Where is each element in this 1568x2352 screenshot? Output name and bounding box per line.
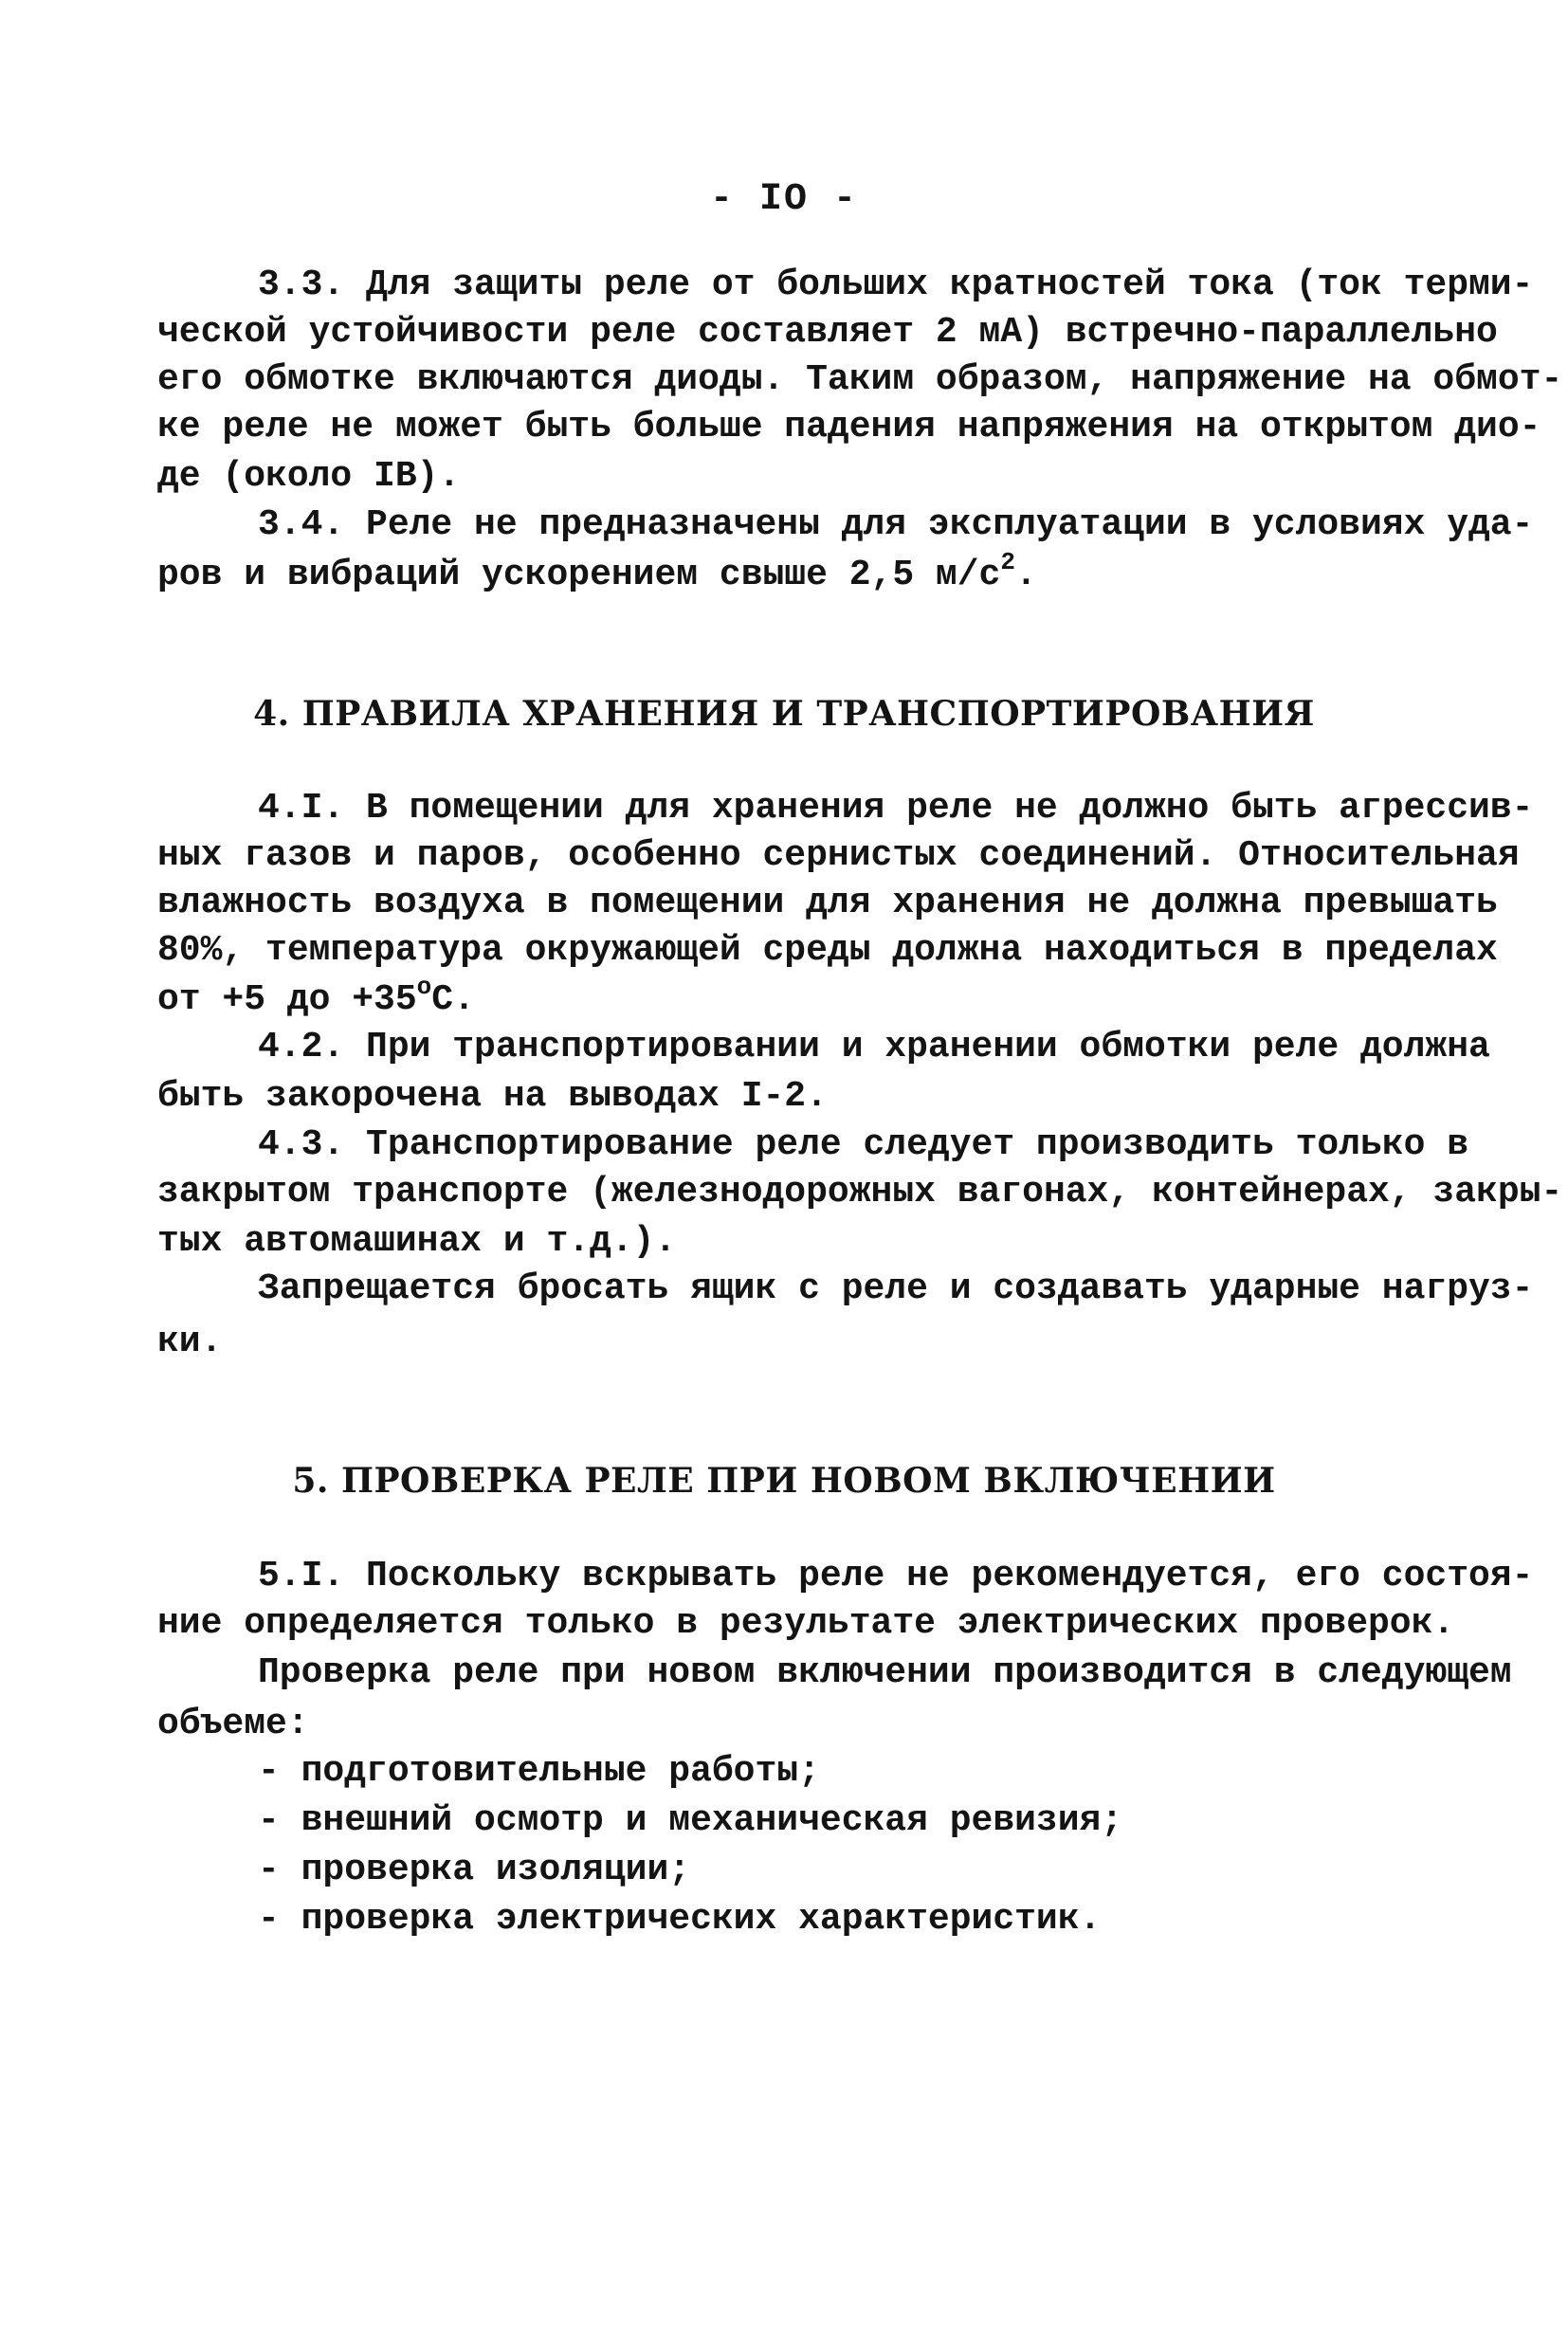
paragraph-4-1-line-1: 4.I. В помещении для хранения реле не должно быть агрессив- [258, 788, 1534, 829]
paragraph-3-3-line-2: ческой устойчивости реле составляет 2 мА) встречно-параллельно [157, 312, 1498, 353]
paragraph-4-3-line-2: закрытом транспорте (железнодорожных вагонах, контейнерах, закры- [157, 1172, 1563, 1212]
degree-superscript: о [416, 973, 432, 1002]
paragraph-3-4-line-2-end: . [1014, 555, 1037, 595]
superscript-two: 2 [1000, 548, 1015, 577]
paragraph-3-3-line-1: 3.3. Для защиты реле от больших кратностей тока (ток терми- [258, 264, 1534, 305]
paragraph-4-3-line-3: тых автомашинах и т.д.). [157, 1221, 677, 1262]
paragraph-3-4-line-2 [157, 548, 1037, 595]
paragraph-4-1-line-3: влажность воздуха в помещении для хранения не должна превышать [157, 883, 1498, 923]
section-5-heading: 5. ПРОВЕРКА РЕЛЕ ПРИ НОВОМ ВКЛЮЧЕНИИ [292, 1461, 1276, 1501]
paragraph-4-1-line-4: 80%, температура окружающей среды должна находиться в пределах [157, 930, 1498, 971]
paragraph-4-1-line-5 [157, 973, 475, 1020]
list-item: - проверка изоляции; [258, 1850, 691, 1890]
paragraph-4-1-line-5-text: от +5 до +35 [157, 979, 417, 1020]
page-number: - IO - [709, 178, 859, 221]
paragraph-4-4-line-2: ки. [157, 1322, 223, 1362]
paragraph-3-3-line-5: де (около IB). [157, 456, 461, 497]
paragraph-4-2-line-1: 4.2. При транспортировании и хранении обмотки реле должна [258, 1027, 1490, 1067]
paragraph-3-4-line-1: 3.4. Реле не предназначены для эксплуатации в условиях уда- [258, 504, 1534, 545]
paragraph-5-1-line-2: ние определяется только в результате электрических проверок. [157, 1603, 1455, 1644]
section-4-heading: 4. ПРАВИЛА ХРАНЕНИЯ И ТРАНСПОРТИРОВАНИЯ [253, 694, 1315, 734]
paragraph-4-1-line-5-end: С. [431, 979, 475, 1020]
paragraph-5-2-line-1: Проверка реле при новом включении производится в следующем [258, 1652, 1512, 1693]
paragraph-3-3-line-3: его обмотке включаются диоды. Таким образом, напряжение на обмот- [157, 359, 1563, 400]
paragraph-4-2-line-2: быть закорочена на выводах I-2. [157, 1076, 828, 1117]
paragraph-4-3-line-1: 4.3. Транспортирование реле следует производить только в [258, 1124, 1469, 1165]
list-item: - проверка электрических характеристик. [258, 1899, 1102, 1940]
paragraph-4-1-line-2: ных газов и паров, особенно сернистых соединений. Относительная [157, 835, 1520, 876]
paragraph-3-4-line-2-text: ров и вибраций ускорением свыше 2,5 м/с [157, 555, 1001, 595]
list-item: - подготовительные работы; [258, 1751, 820, 1792]
paragraph-5-1-line-1: 5.I. Поскольку вскрывать реле не рекомендуется, его состоя- [258, 1556, 1534, 1596]
list-item: - внешний осмотр и механическая ревизия; [258, 1800, 1123, 1841]
paragraph-4-4-line-1: Запрещается бросать ящик с реле и создавать ударные нагруз- [258, 1268, 1534, 1309]
paragraph-5-2-line-2: объеме: [157, 1704, 309, 1744]
paragraph-3-3-line-4: ке реле не может быть больше падения напряжения на открытом дио- [157, 407, 1541, 447]
